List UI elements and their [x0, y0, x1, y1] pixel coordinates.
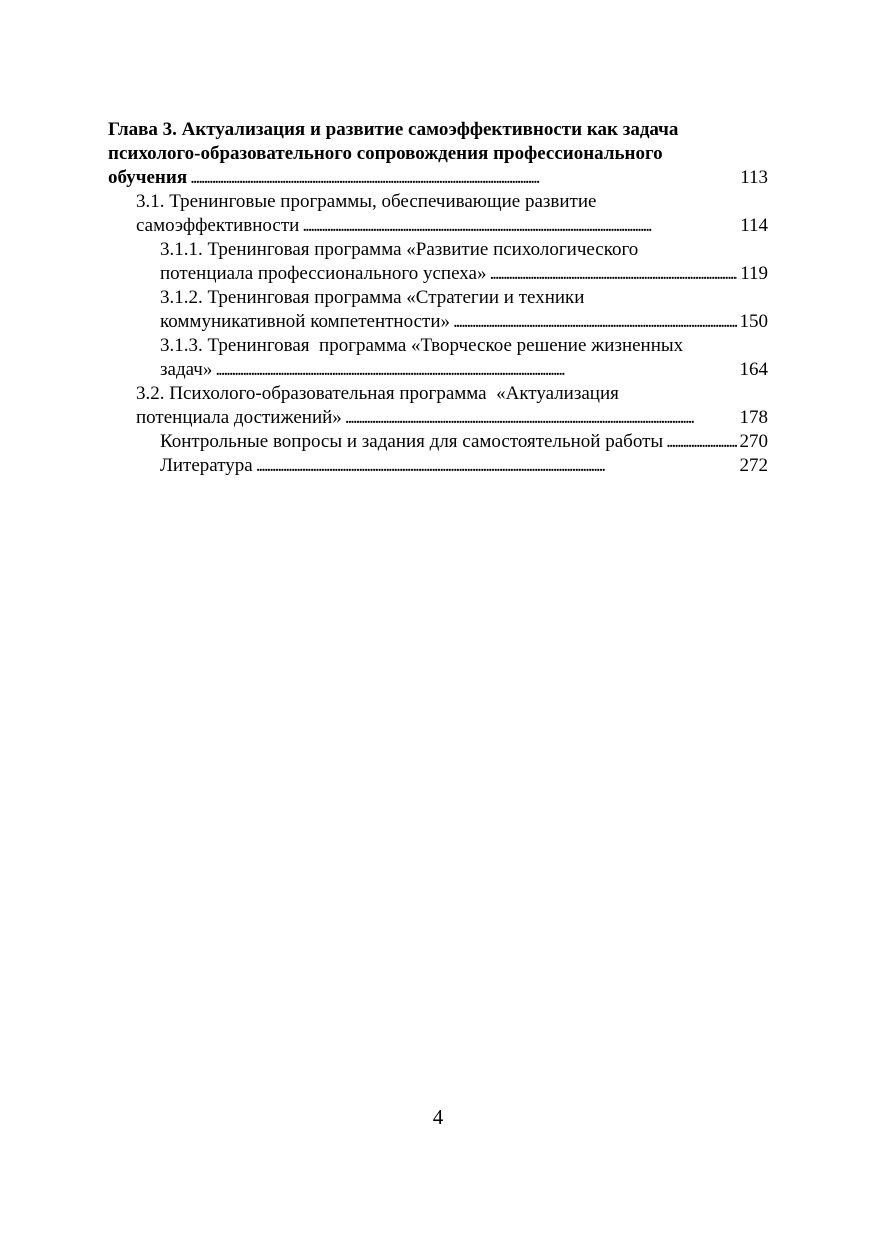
toc-page-number: 113: [740, 167, 768, 188]
dot-leader: [345, 406, 737, 430]
toc-page-number: 272: [739, 455, 768, 476]
toc-entry-last-line: [160, 454, 768, 478]
toc-entry-text: коммуникативной компетентности»: [160, 311, 450, 332]
toc-entry-last-line: [160, 262, 768, 286]
toc-entry-text: Глава 3. Актуализация и развитие самоэффективности как задача: [108, 119, 679, 140]
toc-entry-3-1-2[interactable]: [108, 286, 768, 334]
toc-entry-last-line: [136, 406, 768, 430]
toc-entry-last-line: [108, 166, 768, 190]
toc-entry-text: самоэффективности: [136, 215, 300, 236]
toc-entry-last-line: [160, 310, 768, 334]
toc-entry-text: 3.1. Тренинговые программы, обеспечивающие развитие: [136, 191, 597, 212]
dot-leader: [666, 430, 736, 454]
toc-page-number: 114: [740, 215, 768, 236]
page-number: 4: [432, 1105, 444, 1129]
toc-entry-questions[interactable]: [108, 430, 768, 454]
toc-entry-text: 3.1.2. Тренинговая программа «Стратегии и техники: [160, 287, 585, 308]
toc-entry-last-line: [160, 358, 768, 382]
toc-page-number: 119: [740, 263, 768, 284]
dot-leader: [190, 166, 737, 190]
toc-entry-3-1-3[interactable]: [108, 334, 768, 382]
toc-page-number: 178: [739, 407, 768, 428]
toc-entry-3-1[interactable]: [108, 190, 768, 238]
toc-entry-text: потенциала профессионального успеха»: [160, 263, 487, 284]
toc-entry-text: потенциала достижений»: [136, 407, 342, 428]
toc-entry-last-line: [160, 430, 768, 454]
toc-entry-text: Контрольные вопросы и задания для самостоятельной работы: [160, 431, 664, 452]
toc-page-number: 164: [739, 359, 768, 380]
dot-leader: [215, 358, 736, 382]
dot-leader: [256, 454, 737, 478]
toc-page-number: 150: [739, 311, 768, 332]
toc-entry-last-line: [136, 214, 768, 238]
toc-entry-text: психолого-образовательного сопровождения профессионального: [108, 143, 663, 164]
toc-entry-text: 3.2. Психолого-образовательная программа «Актуализация: [136, 383, 619, 404]
toc-page-number: 270: [739, 431, 768, 452]
toc-entry-text: 3.1.3. Тренинговая программа «Творческое решение жизненных: [160, 335, 684, 356]
dot-leader: [453, 310, 737, 334]
toc-entry-3-1-1[interactable]: [108, 238, 768, 286]
toc-entry-text: задач»: [160, 359, 213, 380]
toc-entry-text: 3.1.1. Тренинговая программа «Развитие психологического: [160, 239, 639, 260]
toc-entry-text: Литература: [160, 455, 253, 476]
toc-entry-chapter-3[interactable]: [108, 118, 768, 190]
dot-leader: [302, 214, 737, 238]
toc-entry-literature[interactable]: [108, 454, 768, 478]
toc-entry-text: обучения: [108, 167, 188, 188]
table-of-contents: [108, 118, 768, 478]
dot-leader: [489, 262, 737, 286]
toc-entry-3-2[interactable]: [108, 382, 768, 430]
